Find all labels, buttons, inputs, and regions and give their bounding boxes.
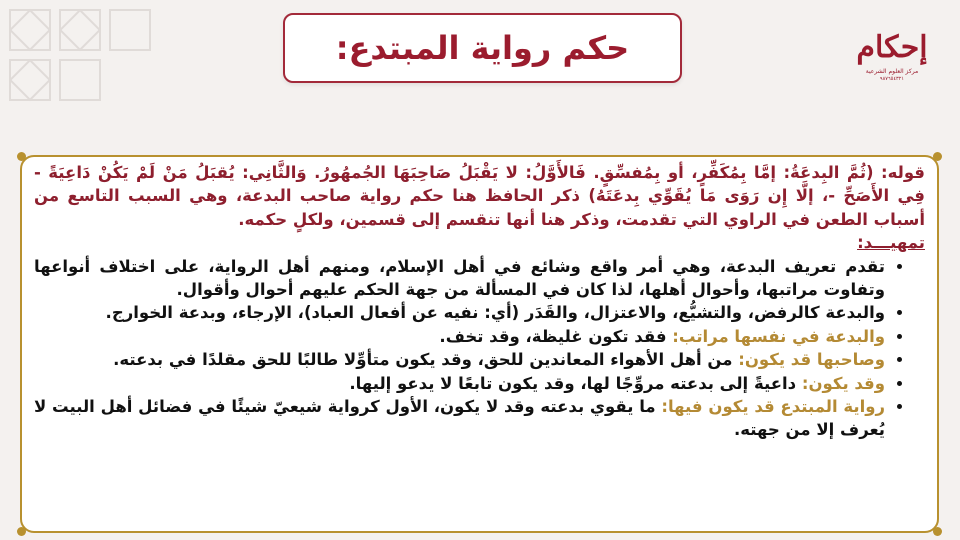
list-item-lead: وقد يكون: bbox=[801, 373, 885, 393]
list-item bbox=[34, 255, 885, 302]
list-item-text: والبدعة كالرفض، والتشيُّع، والاعتزال، والقَدَر (أي: نفيه عن أفعال العباد)، الإرجاء، وبدعة الخوارج. bbox=[105, 303, 885, 323]
list-item bbox=[34, 325, 885, 348]
list-item-text: من أهل الأهواء المعاندين للحق، وقد يكون متأوِّلا طالبًا للحق مقلدًا في بدعته. bbox=[113, 350, 739, 370]
list-item-lead: رواية المبتدع قد يكون فيها: bbox=[661, 397, 885, 417]
list-item bbox=[34, 372, 885, 395]
logo-word: إحكام bbox=[856, 30, 928, 65]
list-item-text: داعيةً إلى بدعته مروِّجًا لها، وقد يكون تابعًا لا يدعو إليها. bbox=[349, 373, 802, 393]
bullet-list bbox=[34, 255, 925, 442]
page-title: حكم رواية المبتدع: bbox=[335, 29, 630, 67]
list-item-text: فقد تكون غليظة، وقد تخف. bbox=[439, 326, 673, 346]
list-item-text: تقدم تعريف البدعة، وهي أمر واقع وشائع في أهل الإسلام، ومنهم أهل الرواية، على اختلاف أنواعها وتفاوت مراتبها، وأحوال أهلها، لذا كان في المسألة من جهة الحكم عليهم أحوال وأقوال. bbox=[34, 256, 885, 300]
list-item-lead: والبدعة في نفسها مراتب: bbox=[672, 326, 885, 346]
logo-mark bbox=[842, 28, 942, 68]
decorative-pattern bbox=[0, 0, 160, 130]
logo-number: ٩٨٧٦٥٤٣٢١ bbox=[879, 76, 905, 82]
list-item-text: ما يقوي بدعته وقد لا يكون، الأول كرواية شيعيّ شيئًا في فضائل أهل البيت لا يُعرف إلا من جهته. bbox=[34, 397, 885, 440]
list-item bbox=[34, 301, 885, 324]
corner-dot-icon bbox=[933, 152, 942, 161]
list-item bbox=[34, 395, 885, 442]
list-item bbox=[34, 348, 885, 371]
content-box bbox=[20, 155, 939, 533]
list-item-lead: وصاحبها قد يكون: bbox=[738, 350, 885, 370]
logo bbox=[842, 28, 942, 94]
corner-dot-icon bbox=[933, 527, 942, 536]
section-heading: تمهيـــد: bbox=[857, 233, 925, 253]
corner-dot-icon bbox=[17, 527, 26, 536]
content-text bbox=[34, 161, 925, 442]
logo-subtitle: مركز العلوم الشرعية bbox=[865, 68, 919, 75]
intro-paragraph: قوله: (ثُمَّ البِدعَةُ: إمَّا بِمُكَفِّرٍ، أو بِمُفسِّقٍ. فَالأَوَّلُ: لا يَقْبَلُ صَاحِبَهَا الجُمهُورُ. وَالثَّانِي: يُقبَلُ مَنْ لَمْ يَكُنْ دَاعِيَةً - فِي الأَصَحِّ -، إلَّا إِن رَوَى مَا يُقَوِّي بِدعَتَهُ) ذكر الحافظ هنا حكم رواية صاحب البدعة، وهي السبب التاسع من أسباب الطعن في الراوي التي تقدمت، وذكر هنا أنها تنقسم إلى قسمين، ولكلٍ حكمه. bbox=[34, 163, 925, 229]
corner-dot-icon bbox=[17, 152, 26, 161]
title-box bbox=[283, 13, 682, 83]
